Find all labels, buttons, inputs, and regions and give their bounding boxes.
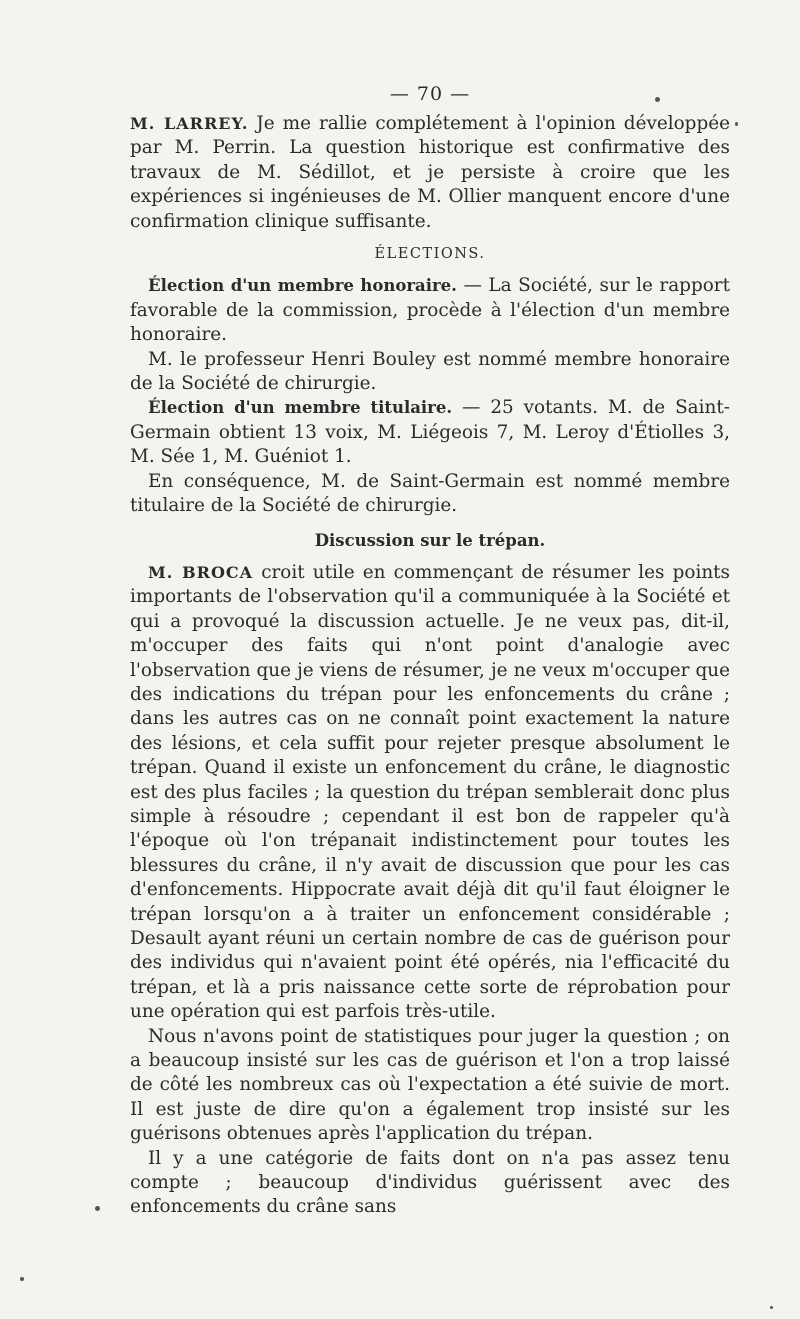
election-honoraire-text: — La Société, sur le rapport favorable de la commission, procède à l'élection d'un membre honoraire. xyxy=(130,275,730,346)
speaker-larrey: M. LARREY. xyxy=(130,114,249,133)
category-paragraph: Il y a une catégorie de faits dont on n'a pas assez tenu compte ; beaucoup d'individus guérissent avec des enfoncements du crâne sans xyxy=(130,1147,730,1218)
scan-speck xyxy=(735,122,738,126)
text-column xyxy=(130,82,730,1220)
scan-speck xyxy=(95,1206,100,1211)
discussion-heading: Discussion sur le trépan. xyxy=(314,530,546,550)
page-number: — 70 — xyxy=(389,83,471,105)
election-titulaire-paragraph xyxy=(130,396,730,469)
election-titulaire-heading: Élection d'un membre titulaire. xyxy=(148,398,453,418)
consequence-paragraph: En conséquence, M. de Saint-Germain est nommé membre titulaire de la Société de chirurgie. xyxy=(130,470,730,517)
section-heading-elections: ÉLECTIONS. xyxy=(374,246,486,263)
bouley-paragraph: M. le professeur Henri Bouley est nommé membre honoraire de la Société de chirurgie. xyxy=(130,348,730,395)
election-honoraire-paragraph xyxy=(130,274,730,347)
election-titulaire-text: — 25 votants. M. de Saint-Germain obtient 13 voix, M. Liégeois 7, M. Leroy d'Étiolles 3, M. Sée 1, M. Guéniot 1. xyxy=(130,397,730,468)
scan-speck xyxy=(655,97,660,102)
broca-text: croit utile en commençant de résumer les points importants de l'observation qu'il a communiquée à la Société et qui a provoqué la discussion actuelle. Je ne veux pas, dit-il, m'occuper des faits qui n'ont point d'analogie avec l'observation que je viens de résumer, je ne veux m'occuper que des indications du trépan pour les enfoncements du crâne ; dans les autres cas on ne connaît point exactement la nature des lésions, et cela suffit pour rejeter presque absolument le trépan. Quand il existe un enfoncement du crâne, le diagnostic est des plus faciles ; la question du trépan semblerait donc plus simple à résoudre ; cependant il est bon de rappeler qu'à l'époque où l'on trépanait indistinctement pour toutes les blessures du crâne, il n'y avait de discussion que pour les cas d'enfoncements. Hippocrate avait déjà dit qu'il faut éloigner le trépan lorsqu'on a à traiter un enfoncement considérable ; Desault ayant réuni un certain nombre de cas de guérison pour des individus qui n'avaient point été opérés, nia l'efficacité du trépan, et là a pris naissance cette sorte de réprobation pour une opération qui est parfois très-utile. xyxy=(130,561,730,1023)
statistics-paragraph: Nous n'avons point de statistiques pour juger la question ; on a beaucoup insisté sur les cas de guérison et l'on a trop laissé de côté les nombreux cas où l'expectation a été suivie de mort. Il est juste de dire qu'on a également trop insisté sur les guérisons obtenues après l'application du trépan. xyxy=(130,1025,730,1145)
scan-speck xyxy=(770,1306,773,1309)
speaker-broca: M. BROCA xyxy=(148,562,254,582)
scan-speck xyxy=(20,1277,24,1281)
broca-paragraph xyxy=(130,561,730,1025)
larrey-paragraph xyxy=(130,112,730,234)
larrey-text: Je me rallie complétement à l'opinion développée par M. Perrin. La question historique est confirmative des travaux de M. Sédillot, et je persiste à croire que les expériences si ingénieuses de M. Ollier manquent encore d'une confirmation clinique suffisante. xyxy=(130,113,730,232)
election-honoraire-heading: Élection d'un membre honoraire. xyxy=(148,276,457,296)
